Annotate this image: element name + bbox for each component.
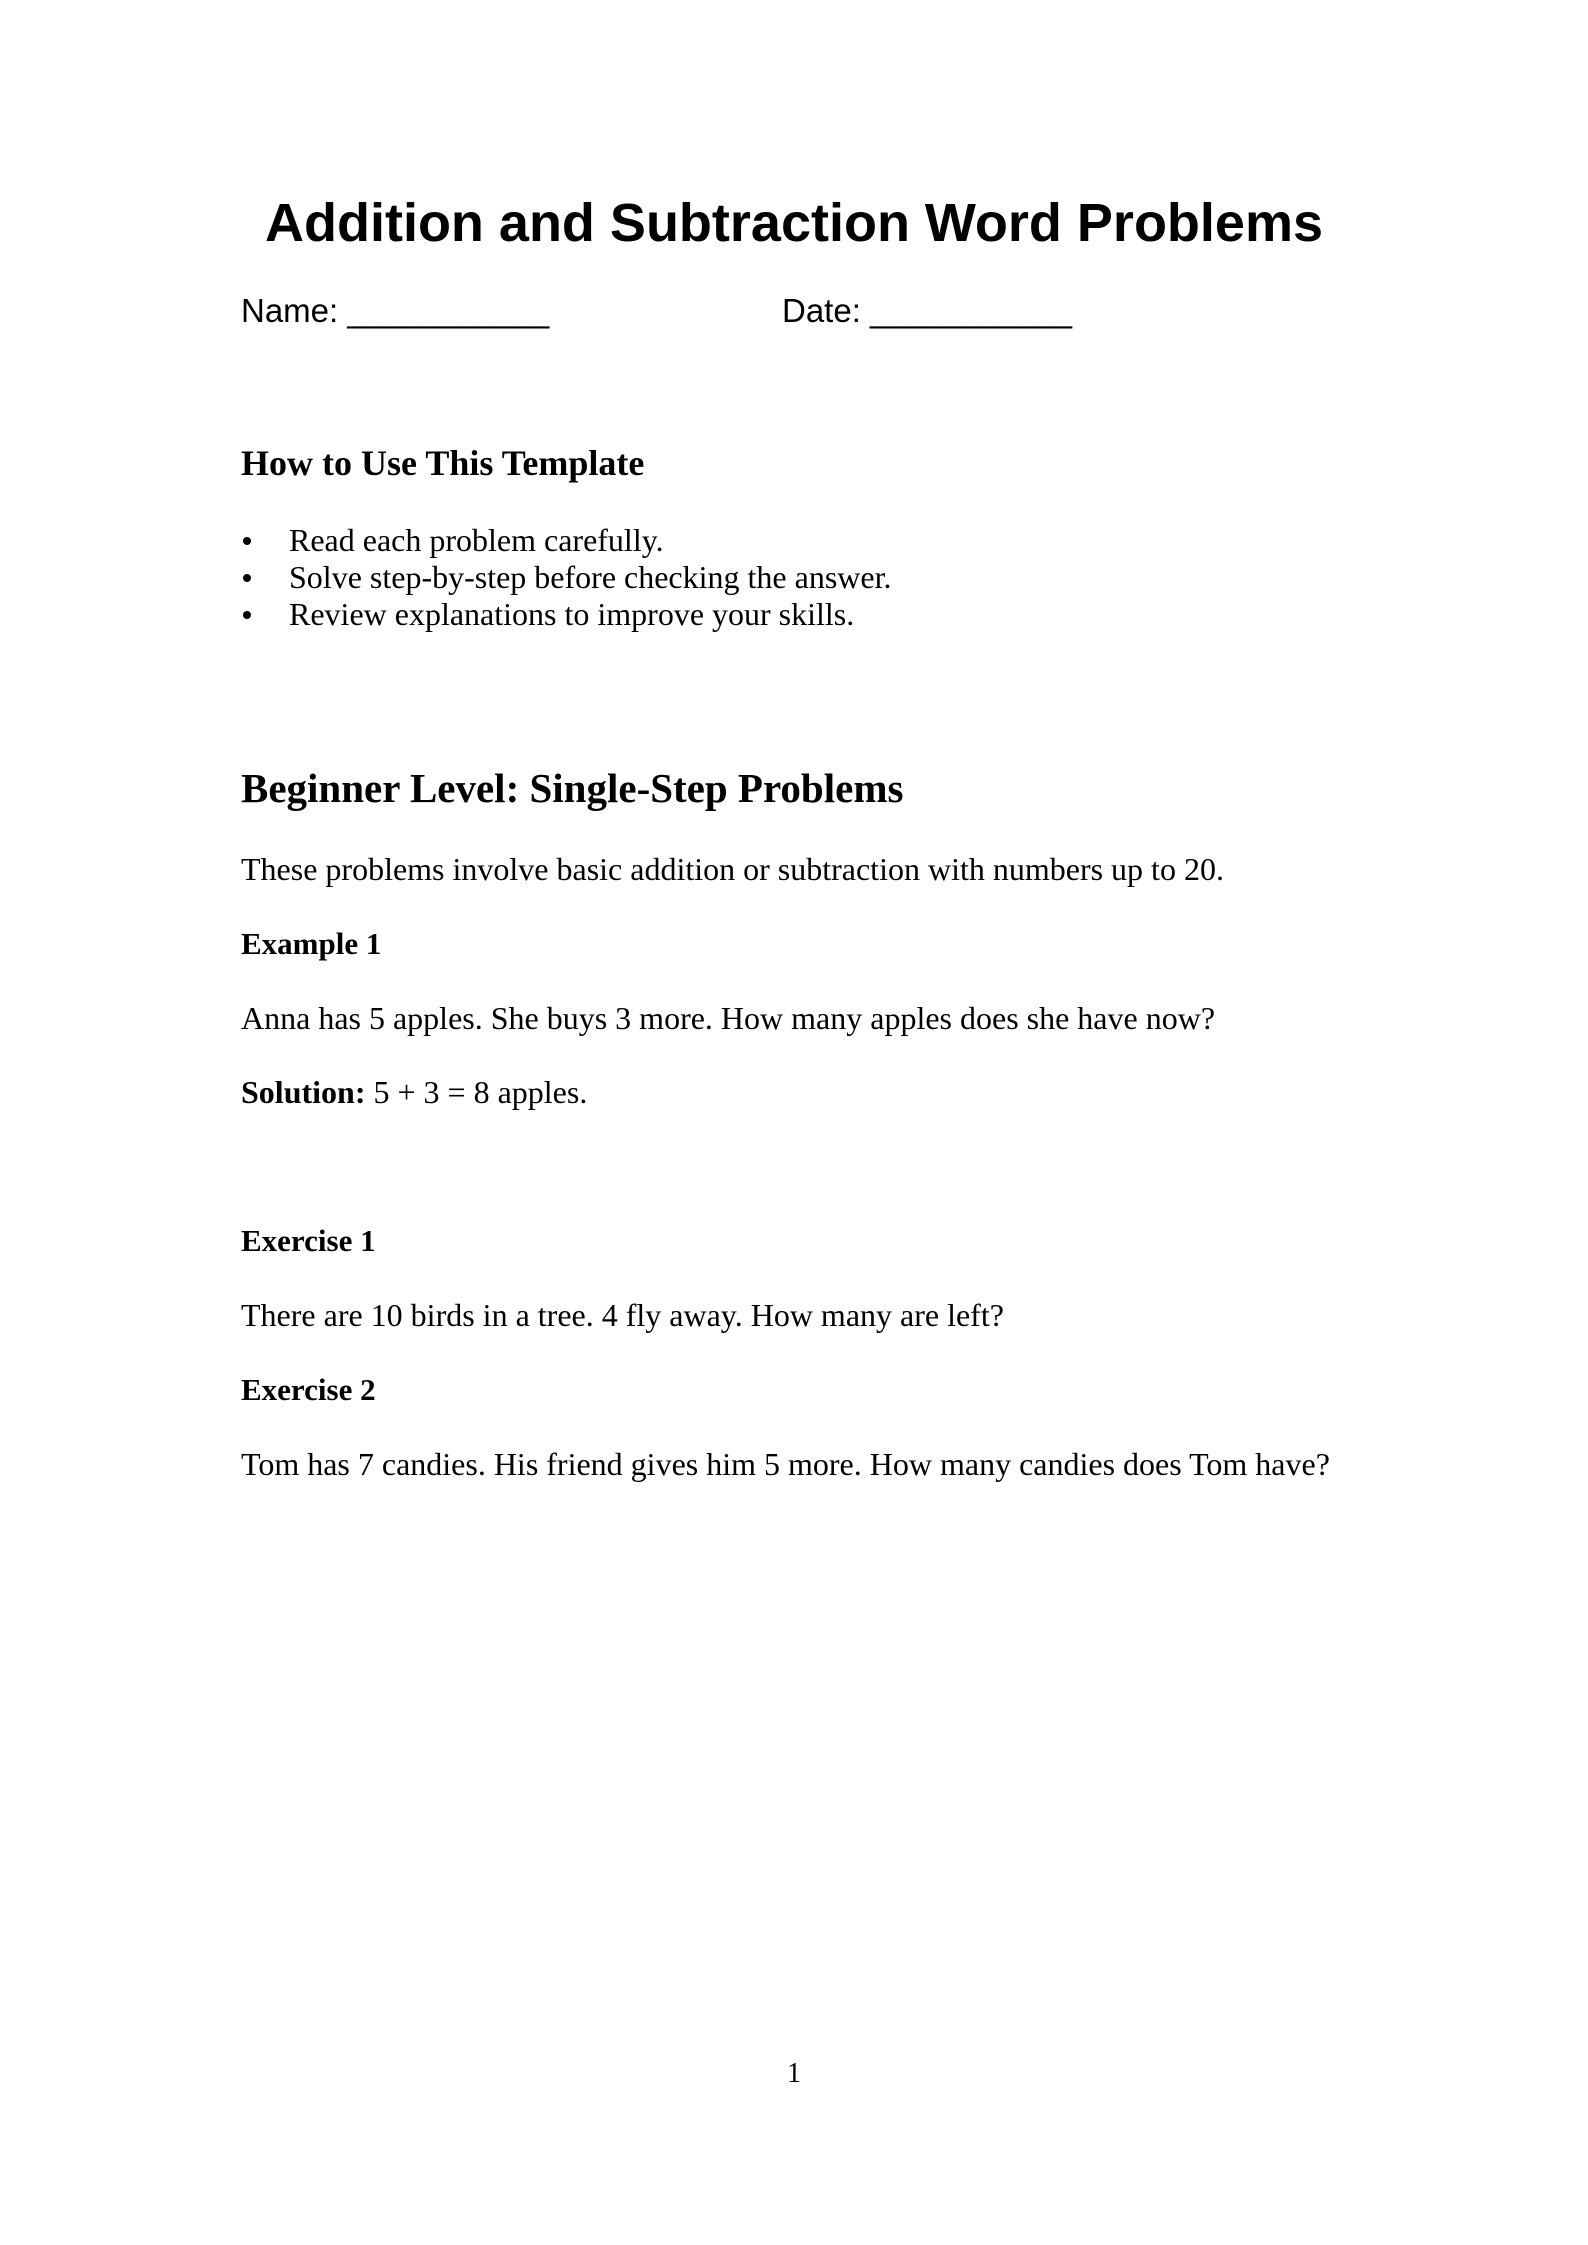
solution-label: Solution:: [241, 1074, 366, 1110]
how-to-list: [241, 522, 891, 633]
example-1-solution: [241, 1072, 587, 1112]
exercise-2-text: Tom has 7 candies. His friend gives him 5 more. How many candies does Tom have?: [241, 1446, 1330, 1482]
list-item-text: Read each problem carefully.: [289, 522, 664, 558]
document-title: Addition and Subtraction Word Problems: [264, 193, 1323, 253]
page-number: 1: [787, 2058, 801, 2089]
solution-text: 5 + 3 = 8 apples.: [365, 1074, 588, 1110]
beginner-heading: Beginner Level: Single-Step Problems: [241, 765, 904, 811]
beginner-intro: These problems involve basic addition or subtraction with numbers up to 20.: [241, 851, 1224, 887]
list-item: [241, 522, 891, 559]
bullet-icon: [243, 537, 251, 545]
example-1-heading: Example 1: [241, 926, 382, 961]
list-item: [241, 559, 891, 596]
how-to-heading: How to Use This Template: [241, 443, 645, 483]
list-item-text: Solve step-by-step before checking the answer.: [289, 559, 892, 595]
bullet-icon: [243, 611, 251, 619]
date-field: Date: ___________: [782, 292, 1072, 329]
exercise-1-text: There are 10 birds in a tree. 4 fly away. How many are left?: [241, 1297, 1004, 1333]
example-1-text: Anna has 5 apples. She buys 3 more. How many apples does she have now?: [241, 1000, 1216, 1036]
bullet-icon: [243, 574, 251, 582]
exercise-2-heading: Exercise 2: [241, 1372, 376, 1407]
list-item: [241, 596, 891, 633]
name-field: Name: ___________: [241, 292, 550, 329]
list-item-text: Review explanations to improve your skills.: [289, 596, 855, 632]
exercise-1-heading: Exercise 1: [241, 1223, 376, 1258]
